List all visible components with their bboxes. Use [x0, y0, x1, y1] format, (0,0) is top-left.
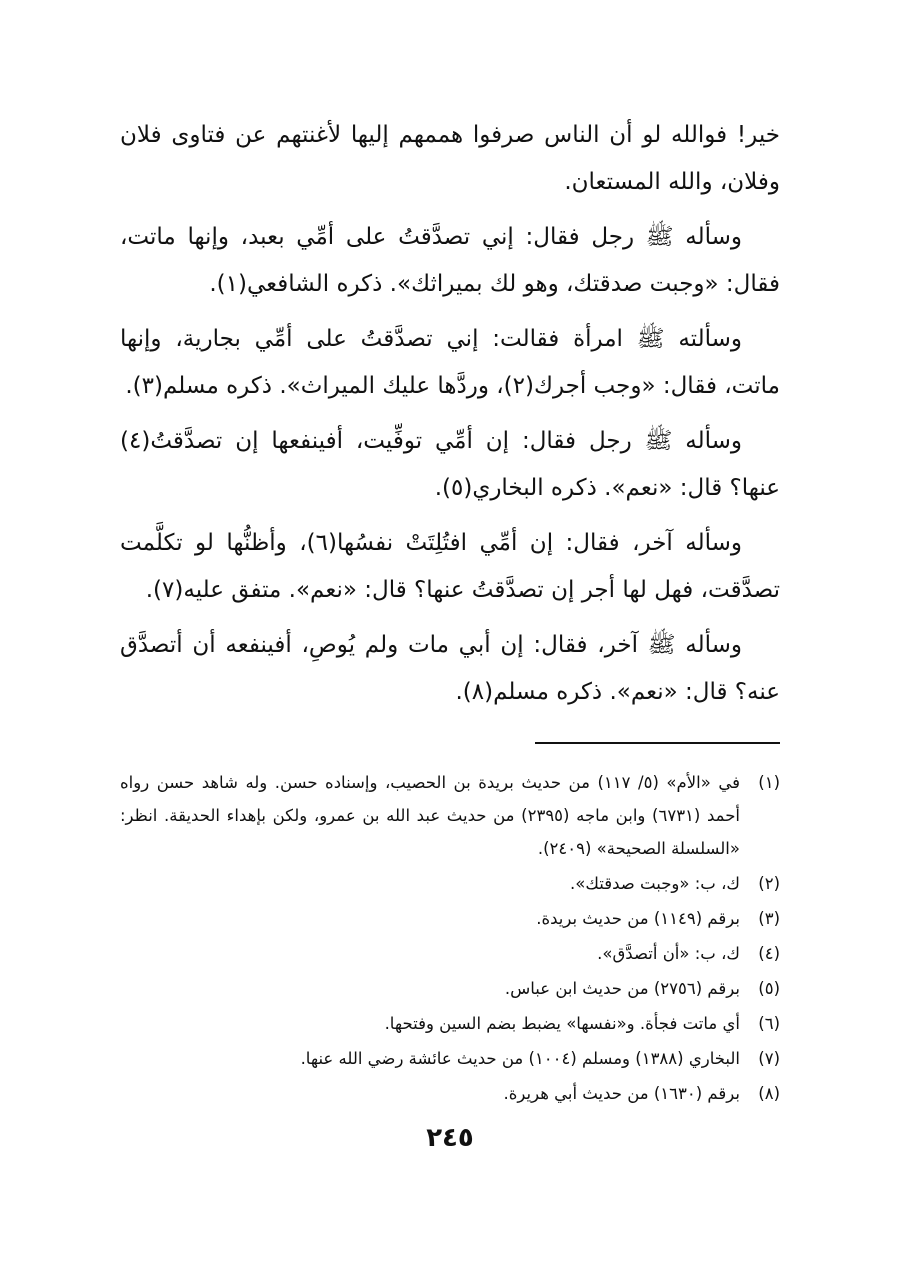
footnote-item [120, 937, 780, 970]
footnote-text: برقم (٢٧٥٦) من حديث ابن عباس. [504, 979, 740, 998]
paragraph: خير! فوالله لو أن الناس صرفوا هممهم إليها لأغنتهم عن فتاوى فلان وفلان، والله المستعان. [120, 122, 780, 195]
footnote-number: (٣) [758, 909, 780, 928]
footnote-number: (٧) [758, 1049, 780, 1068]
paragraph: وسأله ﷺ رجل فقال: إني تصدَّقتُ على أمِّي بعبد، وإنها ماتت، فقال: «وجبت صدقتك، وهو لك بميراثك». ذكره الشافعي(١). [120, 224, 780, 297]
main-text [120, 112, 780, 716]
page-number: ٢٤٥ [426, 1123, 474, 1153]
footnote-text: ك، ب: «أن أتصدَّق». [597, 944, 740, 963]
footnote-number: (٢) [758, 874, 780, 893]
footnotes [120, 766, 780, 1110]
paragraph: وسأله ﷺ رجل فقال: إن أمِّي توفِّيت، أفينفعها إن تصدَّقتُ(٤) عنها؟ قال: «نعم». ذكره البخاري(٥). [120, 428, 780, 501]
paragraph: وسألته ﷺ امرأة فقالت: إني تصدَّقتُ على أمِّي بجارية، وإنها ماتت، فقال: «وجب أجرك(٢)، وردَّها عليك الميراث». ذكره مسلم(٣). [120, 326, 780, 399]
footnote-item [120, 972, 780, 1005]
footnote-number: (٨) [758, 1084, 780, 1103]
footnote-number: (٥) [758, 979, 780, 998]
footnote-text: ك، ب: «وجبت صدقتك». [570, 874, 740, 893]
footnote-text: برقم (١١٤٩) من حديث بريدة. [536, 909, 740, 928]
paragraph: وسأله ﷺ آخر، فقال: إن أبي مات ولم يُوصِ، أفينفعه أن أتصدَّق عنه؟ قال: «نعم». ذكره مسلم(٨). [120, 632, 780, 705]
footnote-item [120, 902, 780, 935]
footnote-text: في «الأم» (٥/ ١١٧) من حديث بريدة بن الحصيب، وإسناده حسن. وله شاهد حسن رواه أحمد (٦٧٣١) وابن ماجه (٢٣٩٥) من حديث عبد الله بن عمرو، ولكن بإهداء الحديقة. انظر: «السلسلة الصحيحة» (٢٤٠٩). [120, 773, 740, 858]
paragraph: وسأله آخر، فقال: إن أمِّي افتُلِتَتْ نفسُها(٦)، وأظنُّها لو تكلَّمت تصدَّقت، فهل لها أجر إن تصدَّقتُ عنها؟ قال: «نعم». متفق عليه(٧). [120, 530, 780, 603]
footnote-item [120, 1077, 780, 1110]
footnote-text: البخاري (١٣٨٨) ومسلم (١٠٠٤) من حديث عائشة رضي الله عنها. [300, 1049, 740, 1068]
page-body [120, 112, 780, 1112]
footnote-number: (٤) [758, 944, 780, 963]
footnote-divider [535, 742, 780, 744]
footnote-number: (١) [758, 773, 780, 792]
footnote-item [120, 766, 780, 865]
footnote-number: (٦) [758, 1014, 780, 1033]
footnote-item [120, 867, 780, 900]
footnote-item [120, 1007, 780, 1040]
footnote-text: أي ماتت فجأة. و«نفسها» يضبط بضم السين وفتحها. [384, 1014, 740, 1033]
footnote-text: برقم (١٦٣٠) من حديث أبي هريرة. [503, 1084, 740, 1103]
footnote-item [120, 1042, 780, 1075]
